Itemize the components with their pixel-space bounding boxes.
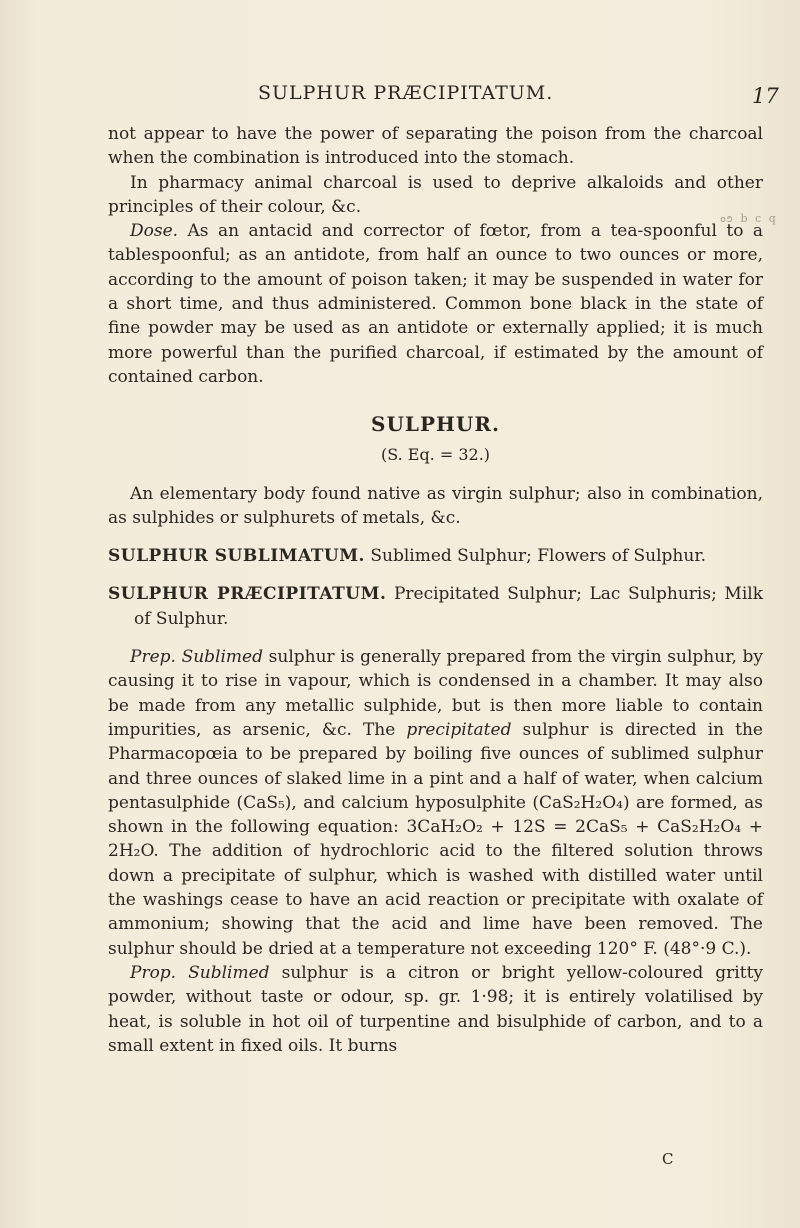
prop-sublimed-label: Sublimed: [188, 962, 270, 983]
equivalent-weight: (S. Eq. = 32.): [380, 445, 491, 465]
paragraph-properties: [108, 961, 763, 1058]
praecipitatum-label: SULPHUR PRÆCIPITATUM.: [108, 584, 387, 605]
section-heading-sulphur: SULPHUR.: [371, 412, 500, 437]
prop-text: sulphur is a citron or bright yellow-coloured gritty powder, without taste or odour, sp. gr. 1·98; it is entirely volatilised by heat, is soluble in hot oil of turpentine and bisulphide of carbon, and to a small extent in fixed oils. It burns: [108, 962, 763, 1056]
paragraph-dose: [108, 219, 763, 389]
running-head: SULPHUR PRÆCIPITATUM.: [258, 82, 554, 104]
prep-precipitated-label: precipitated: [406, 719, 512, 740]
paragraph-sulphur-description: An elementary body found native as virgin sulphur; also in combination, as sulphides or sulphurets of metals, &c.: [108, 483, 763, 528]
paragraph-preparation: [108, 645, 763, 961]
entry-sulphur-sublimatum: [108, 544, 763, 568]
dose-label: Dose.: [130, 221, 179, 242]
sublimatum-text: Sublimed Sulphur; Flowers of Sulphur.: [364, 546, 706, 567]
prep-label: Prep.: [130, 647, 176, 668]
body-text: [108, 122, 763, 1058]
margin-annotation: ܘ᪁ b c q: [720, 212, 778, 225]
signature-mark: C: [662, 1150, 674, 1168]
praecipitatum-text: Precipitated Sulphur; Lac Sulphuris; Milk of Sulphur.: [134, 584, 763, 629]
entry-sulphur-praecipitatum: [108, 582, 763, 631]
paragraph-continuation: not appear to have the power of separating the poison from the charcoal when the combination is introduced into the stomach.: [108, 124, 763, 169]
dose-text: As an antacid and corrector of fœtor, from a tea-spoonful to a tablespoonful; as an antidote, from half an ounce to two ounces or more, according to the amount of poison taken; it may be suspended in water for a short time, and thus administered. Common bone black in the state of fine powder may be used as an antidote or externally applied; it is much more powerful than the purified charcoal, if estimated by the amount of contained carbon.: [108, 221, 763, 387]
page-header: [0, 82, 800, 110]
prop-label: Prop.: [130, 962, 177, 983]
page-number: 17: [752, 84, 779, 108]
sublimatum-label: SULPHUR SUBLIMATUM.: [108, 546, 365, 567]
prep-text-1: sulphur is generally prepared from the virgin sulphur, by causing it to rise in vapour, which is condensed in a chamber. It may also be made from any metallic sulphide, but is then more liable to contain impurities, as arsenic, &c. The: [108, 647, 763, 740]
paragraph-pharmacy: In pharmacy animal charcoal is used to deprive alkaloids and other principles of their colour, &c.: [108, 172, 763, 217]
prep-text-2: sulphur is directed in the Pharmacopœia to be prepared by boiling five ounces of sublimed sulphur and three ounces of slaked lime in a pint and a half of water, when calcium pentasulphide (CaS₅), and calcium hyposulphite (CaS₂H₂O₄) are formed, as shown in the following equation: 3CaH₂O₂ + 12S = 2CaS₅ + CaS₂H₂O₄ + 2H₂O. The addition of hydrochloric acid to the filtered solution throws down a precipitate of sulphur, which is washed with distilled water until the washings cease to have an acid reaction or precipitate with oxalate of ammonium; showing that the acid and lime have been removed. The sulphur should be dried at a temperature not exceeding 120° F. (48°·9 C.).: [108, 719, 763, 959]
prep-sublimed-label: Sublimed: [181, 647, 263, 668]
